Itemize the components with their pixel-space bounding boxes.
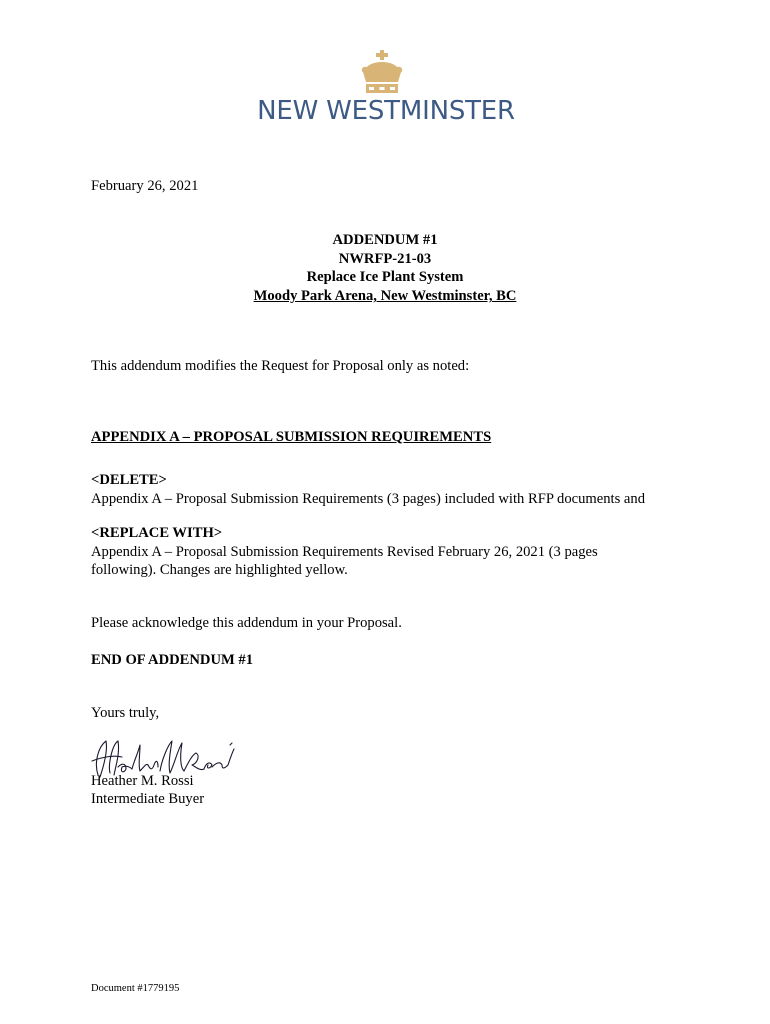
replace-text-line2: following). Changes are highlighted yellow. (91, 562, 348, 578)
signatory-name: Heather M. Rossi (91, 773, 194, 789)
delete-tag: <DELETE> (91, 472, 167, 488)
crown-logo-icon (361, 50, 403, 95)
replace-tag: <REPLACE WITH> (91, 525, 223, 541)
signatory-title: Intermediate Buyer (91, 791, 205, 807)
acknowledge-paragraph: Please acknowledge this addendum in your Proposal. (91, 615, 402, 631)
closing: Yours truly, (91, 705, 160, 721)
project-location-wrap (0, 287, 770, 306)
project-location: Moody Park Arena, New Westminster, BC (253, 288, 517, 304)
document-number: Document #1779195 (91, 983, 180, 994)
intro-paragraph: This addendum modifies the Request for Proposal only as noted: (91, 358, 470, 374)
rfp-number: NWRFP-21-03 (338, 251, 432, 267)
addendum-title: ADDENDUM #1 (332, 232, 438, 248)
city-name-logo: NEW WESTMINSTER (257, 96, 515, 126)
end-of-addendum: END OF ADDENDUM #1 (91, 652, 254, 668)
project-name: Replace Ice Plant System (306, 269, 464, 285)
delete-text: Appendix A – Proposal Submission Requirements (3 pages) included with RFP documents and (91, 491, 645, 507)
replace-text-line1: Appendix A – Proposal Submission Requirements Revised February 26, 2021 (3 pages (91, 544, 598, 560)
letter-date: February 26, 2021 (91, 178, 199, 194)
section-heading: APPENDIX A – PROPOSAL SUBMISSION REQUIREMENTS (91, 429, 492, 445)
